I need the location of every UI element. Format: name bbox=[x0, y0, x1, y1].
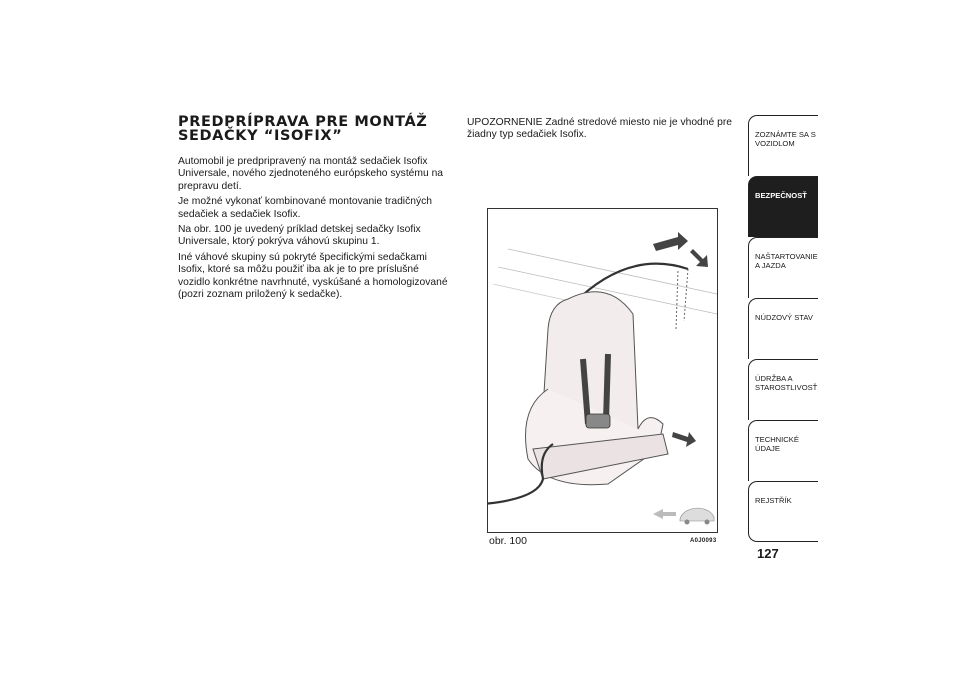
paragraph: Na obr. 100 je uvedený príklad detskej sedačky Isofix Universale, ktorý pokrýva váhovú skupinu 1. bbox=[178, 224, 421, 248]
page-number: 127 bbox=[757, 546, 779, 561]
body-text bbox=[178, 156, 450, 304]
tab-bezpecnost[interactable]: BEZPEČNOSŤ bbox=[748, 176, 818, 237]
paragraph: Je možné vykonať kombinované montovanie tradičných sedačiek a sedačiek Isofix. bbox=[178, 196, 432, 220]
figure-isofix-seat bbox=[487, 208, 718, 533]
tab-nudzovy-stav[interactable]: NÚDZOVÝ STAV bbox=[748, 298, 818, 359]
tab-nastartovanie[interactable]: NAŠTARTOVANIE A JAZDA bbox=[748, 237, 818, 298]
paragraph: Automobil je predpripravený na montáž sedačiek Isofix Universale, nového zjednoteného európskeho systému na prepravu detí. bbox=[178, 156, 444, 192]
figure-caption: obr. 100 bbox=[489, 535, 527, 547]
section-heading: PREDPRÍPRAVA PRE MONTÁŽ SEDAČKY “ISOFIX” bbox=[178, 114, 428, 144]
tab-technicke-udaje[interactable]: TECHNICKÉ ÚDAJE bbox=[748, 420, 818, 481]
isofix-seat-illustration bbox=[488, 209, 717, 532]
figure-code: A0J0093 bbox=[690, 538, 717, 544]
tab-zoznamte-sa[interactable]: ZOZNÁMTE SA S VOZIDLOM bbox=[748, 115, 818, 176]
paragraph: Iné váhové skupiny sú pokryté špecifickými sedačkami Isofix, ktoré sa môžu použiť iba ak je to pre príslušné vozidlo konkrétne navrhnuté, vyskúšané a homologizované (pozri zoznam priložený k sedačke). bbox=[178, 251, 448, 301]
warning-note: UPOZORNENIE Zadné stredové miesto nie je vhodné pre žiadny typ sedačiek Isofix. bbox=[467, 117, 732, 141]
tab-udrzba[interactable]: ÚDRŽBA A STAROSTLIVOSŤ bbox=[748, 359, 818, 420]
tab-rejstrik[interactable]: REJSTŘÍK bbox=[748, 481, 818, 542]
chapter-sidebar bbox=[748, 115, 818, 542]
